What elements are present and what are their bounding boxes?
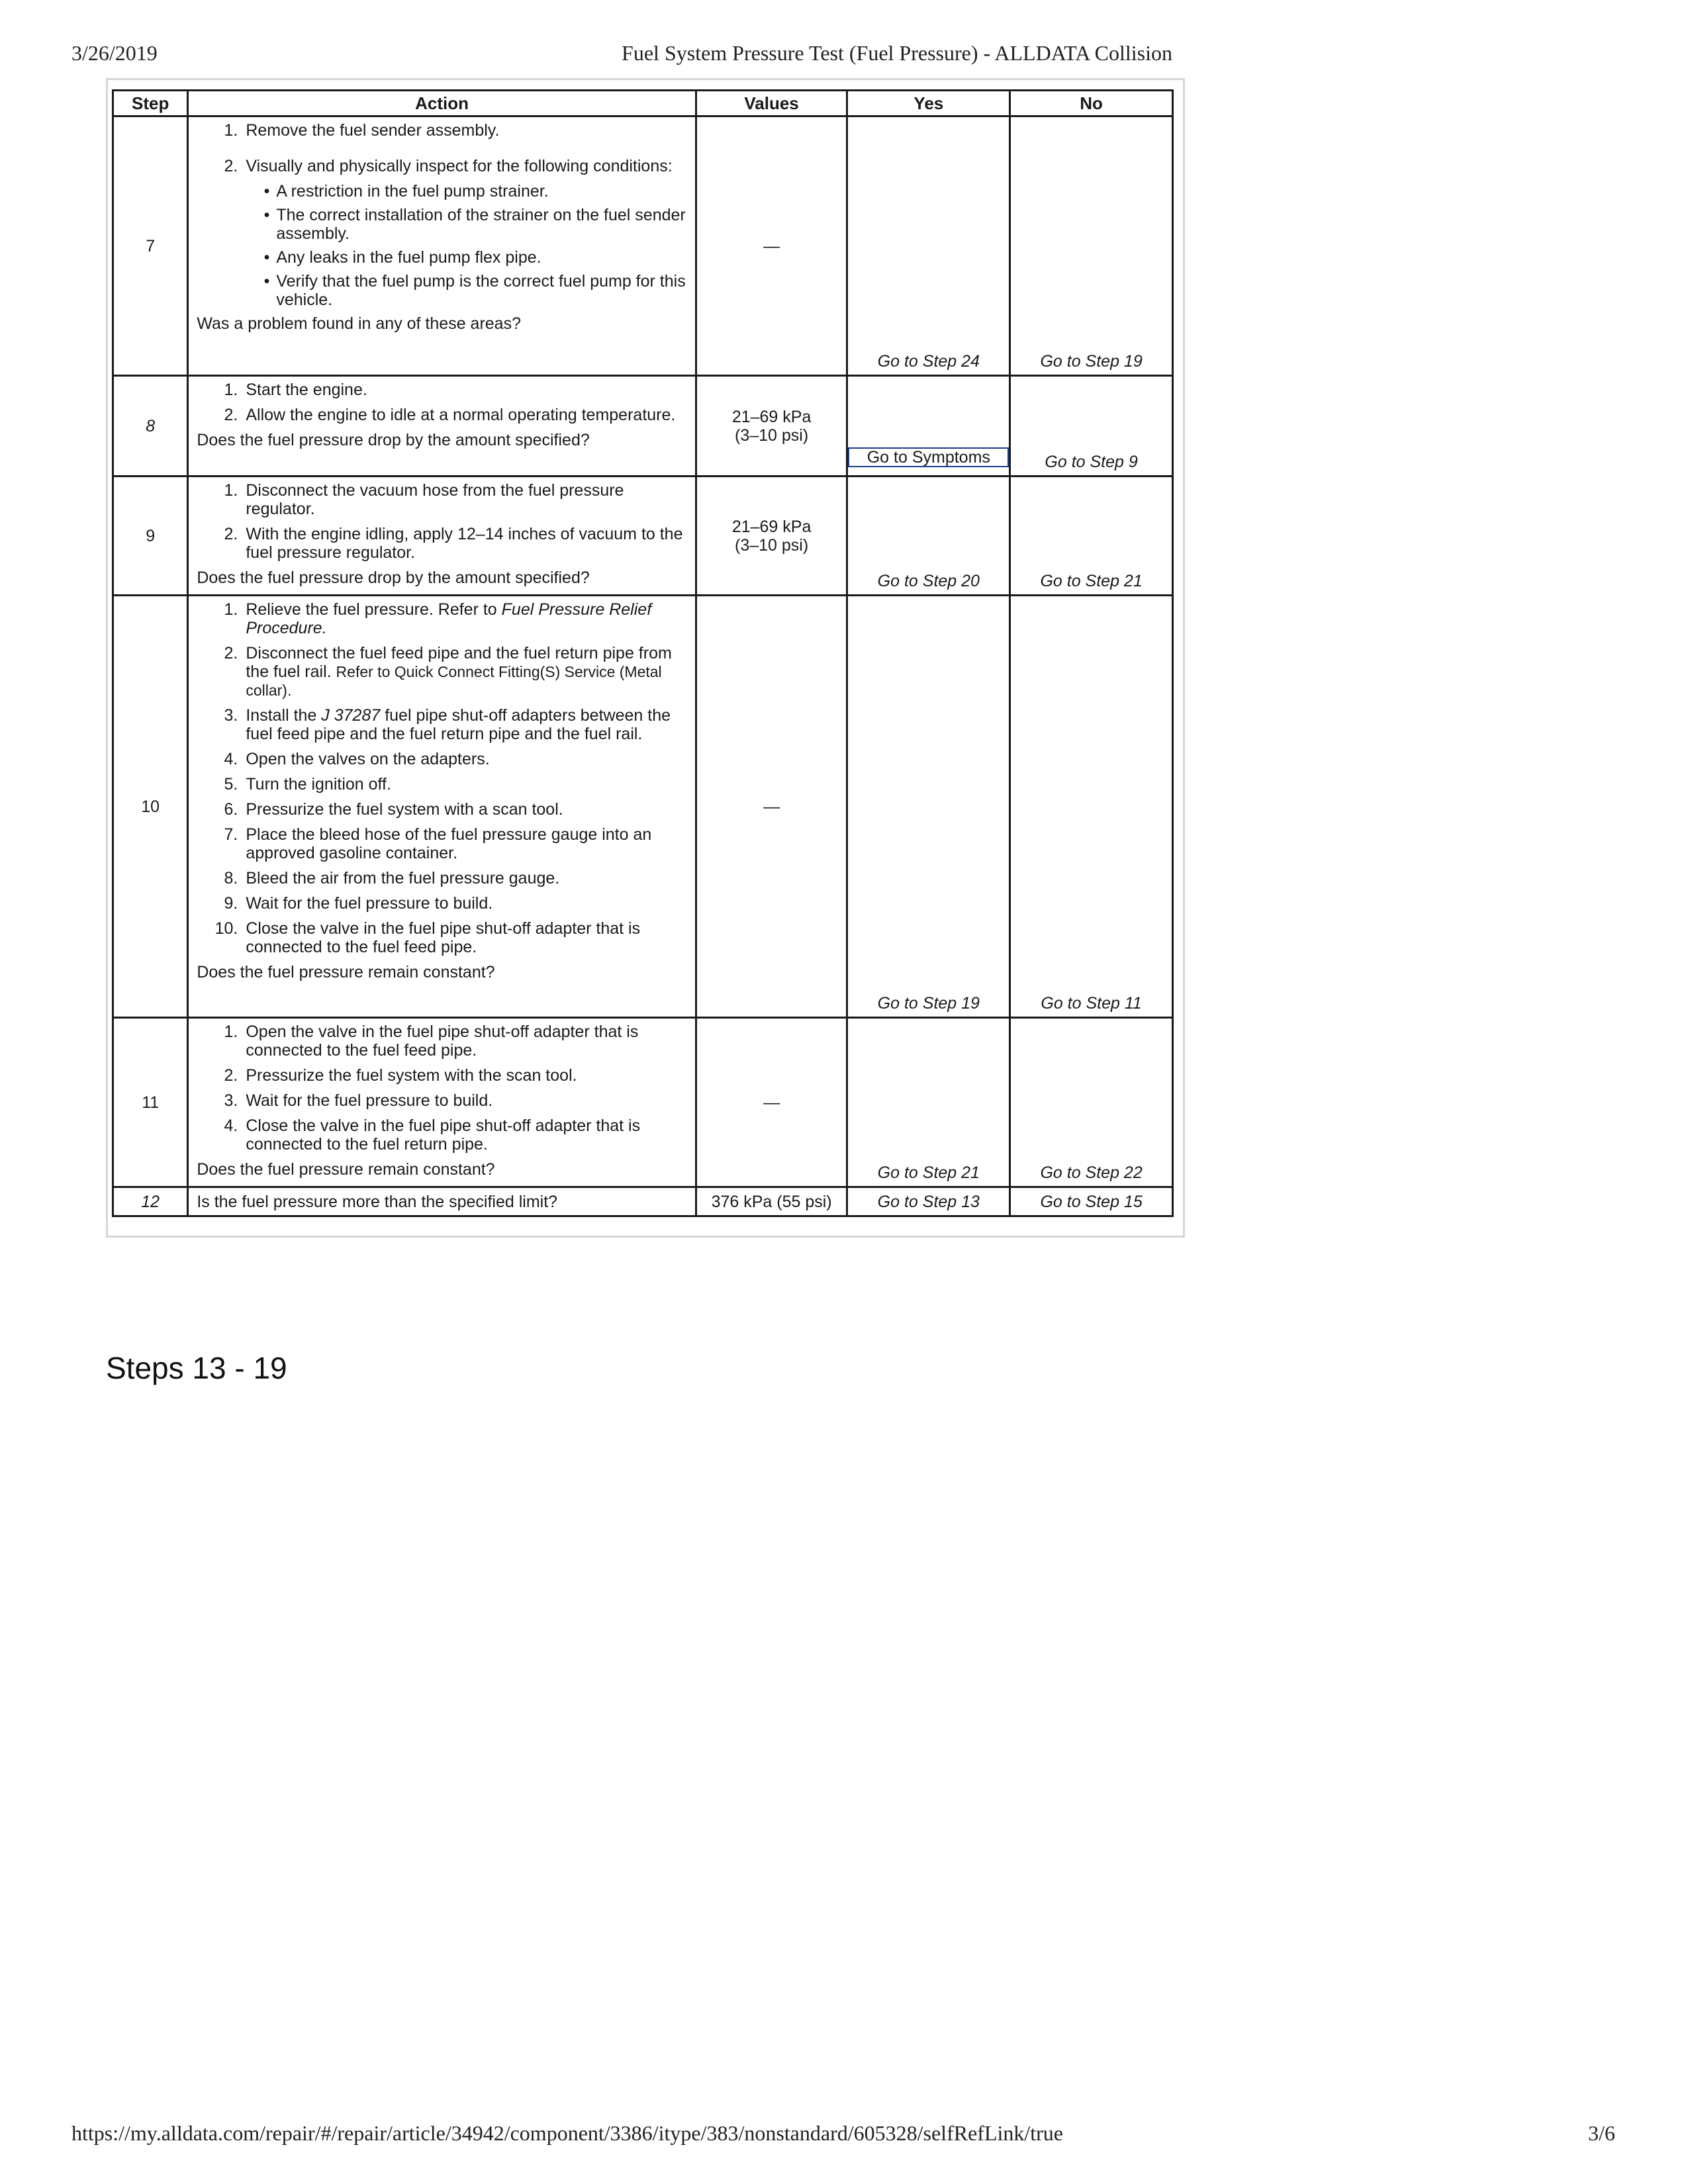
column-header-no: No [1010,91,1173,116]
no-link[interactable]: Go to Step 21 [1040,572,1143,590]
question-text: Does the fuel pressure drop by the amount specified? [197,431,590,449]
yes-link[interactable]: Go to Step 19 [877,994,980,1013]
go-to-symptoms-link[interactable]: Go to Symptoms [848,447,1009,467]
list-item: 9. Wait for the fuel pressure to build. [224,894,493,913]
no-cell [1010,116,1173,376]
table-row [113,1187,1173,1216]
yes-link[interactable]: Go to Step 24 [877,352,980,371]
no-cell [1010,1018,1173,1187]
action-cell: Is the fuel pressure more than the specified limit? [188,1187,696,1216]
list-item: 5. Turn the ignition off. [224,775,391,794]
question-text: Was a problem found in any of these areas? [197,314,521,333]
list-item: 2. Visually and physically inspect for the following conditions: [224,157,673,175]
question-text: Does the fuel pressure remain constant? [197,963,495,981]
yes-cell [847,376,1010,477]
list-item: 10. Close the valve in the fuel pipe shut-off adapter that is connected to the fuel feed pipe. [214,919,641,956]
no-cell [1010,376,1173,477]
yes-cell [847,477,1010,596]
yes-cell [847,1187,1010,1216]
diagnostic-table-image [106,78,1185,1238]
column-header-step: Step [113,91,188,116]
relief-procedure-link[interactable]: Fuel Pressure Relief Procedure [246,600,652,637]
step-number: 11 [113,1018,188,1187]
list-item: 3. Wait for the fuel pressure to build. [224,1091,493,1110]
yes-cell [847,596,1010,1018]
bullet-item: • The correct installation of the strainer on the fuel sender assembly. [263,206,686,243]
table-row [113,376,1173,477]
table-row [113,596,1173,1018]
value-cell: 21–69 kPa (3–10 psi) [696,477,847,596]
column-header-action: Action [188,91,696,116]
action-cell [188,376,696,477]
column-header-yes: Yes [847,91,1010,116]
page-url: https://my.alldata.com/repair/#/repair/article/34942/component/3386/itype/383/nonstandard/605328/selfRefLink/true [71,2121,1063,2145]
no-link[interactable]: Go to Step 9 [1045,453,1138,471]
yes-link[interactable]: Go to Step 21 [877,1163,980,1182]
bullet-item: • Verify that the fuel pump is the correct fuel pump for this vehicle. [263,272,686,309]
list-item: 2. With the engine idling, apply 12–14 inches of vacuum to the fuel pressure regulator. [224,525,683,562]
diagnostic-table [112,89,1174,1217]
list-item: 1. Start the engine. [224,381,367,399]
step-number: 8 [113,376,188,477]
action-cell [188,477,696,596]
list-item: 1. Relieve the fuel pressure. Refer to Fuel Pressure Relief Procedure. [224,600,652,637]
no-cell [1010,477,1173,596]
list-item: 1. Remove the fuel sender assembly. [224,121,500,140]
no-cell [1010,1187,1173,1216]
list-item: 2. Disconnect the fuel feed pipe and the fuel return pipe from the fuel rail. Refer to Quick Connect Fitting(S) Service (Metal collar). [224,644,672,699]
list-item: 1. Open the valve in the fuel pipe shut-off adapter that is connected to the fuel feed pipe. [224,1023,639,1060]
list-item: 4. Close the valve in the fuel pipe shut-off adapter that is connected to the fuel return pipe. [224,1116,641,1154]
table-row [113,1018,1173,1187]
list-item: 7. Place the bleed hose of the fuel pressure gauge into an approved gasoline container. [224,825,652,862]
action-cell [188,1018,696,1187]
question-text: Does the fuel pressure remain constant? [197,1160,495,1179]
value-cell: — [696,596,847,1018]
no-link[interactable]: Go to Step 11 [1041,994,1142,1013]
value-cell: — [696,116,847,376]
list-item: 1. Disconnect the vacuum hose from the fuel pressure regulator. [224,481,624,518]
list-item: 2. Pressurize the fuel system with the scan tool. [224,1066,577,1085]
yes-cell [847,1018,1010,1187]
table-row [113,116,1173,376]
step-number: 10 [113,596,188,1018]
step-number: 9 [113,477,188,596]
bullet-item: • A restriction in the fuel pump strainer. [263,182,549,201]
list-item: 3. Install the J 37287 fuel pipe shut-off adapters between the fuel feed pipe and the fuel return pipe and the fuel rail. [224,706,671,743]
bullet-item: • Any leaks in the fuel pump flex pipe. [263,248,541,267]
document-title: Fuel System Pressure Test (Fuel Pressure) - ALLDATA Collision [622,41,1172,65]
list-item: 8. Bleed the air from the fuel pressure gauge. [224,869,560,887]
action-cell [188,596,696,1018]
print-date: 3/26/2019 [71,41,158,65]
table-row [113,477,1173,596]
list-item: 6. Pressurize the fuel system with a scan tool. [224,800,563,819]
value-cell: 21–69 kPa (3–10 psi) [696,376,847,477]
section-heading: Steps 13 - 19 [106,1351,287,1385]
quick-connect-reference: Refer to Quick Connect Fitting(S) Service (Metal collar). [246,663,662,699]
step-number: 12 [113,1187,188,1216]
column-header-values: Values [696,91,847,116]
table-header-row [113,91,1173,116]
question-text: Does the fuel pressure drop by the amount specified? [197,569,590,587]
no-link[interactable]: Go to Step 22 [1040,1163,1143,1182]
yes-link[interactable]: Go to Step 20 [877,572,980,590]
yes-cell [847,116,1010,376]
no-link[interactable]: Go to Step 15 [1040,1192,1143,1211]
list-item: 2. Allow the engine to idle at a normal operating temperature. [224,406,676,424]
step-number: 7 [113,116,188,376]
action-cell [188,116,696,376]
page-number: 3/6 [1588,2121,1615,2145]
yes-link[interactable]: Go to Step 13 [877,1192,980,1211]
no-cell [1010,596,1173,1018]
value-cell: 376 kPa (55 psi) [696,1187,847,1216]
value-cell: — [696,1018,847,1187]
no-link[interactable]: Go to Step 19 [1040,352,1143,371]
list-item: 4. Open the valves on the adapters. [224,750,490,768]
